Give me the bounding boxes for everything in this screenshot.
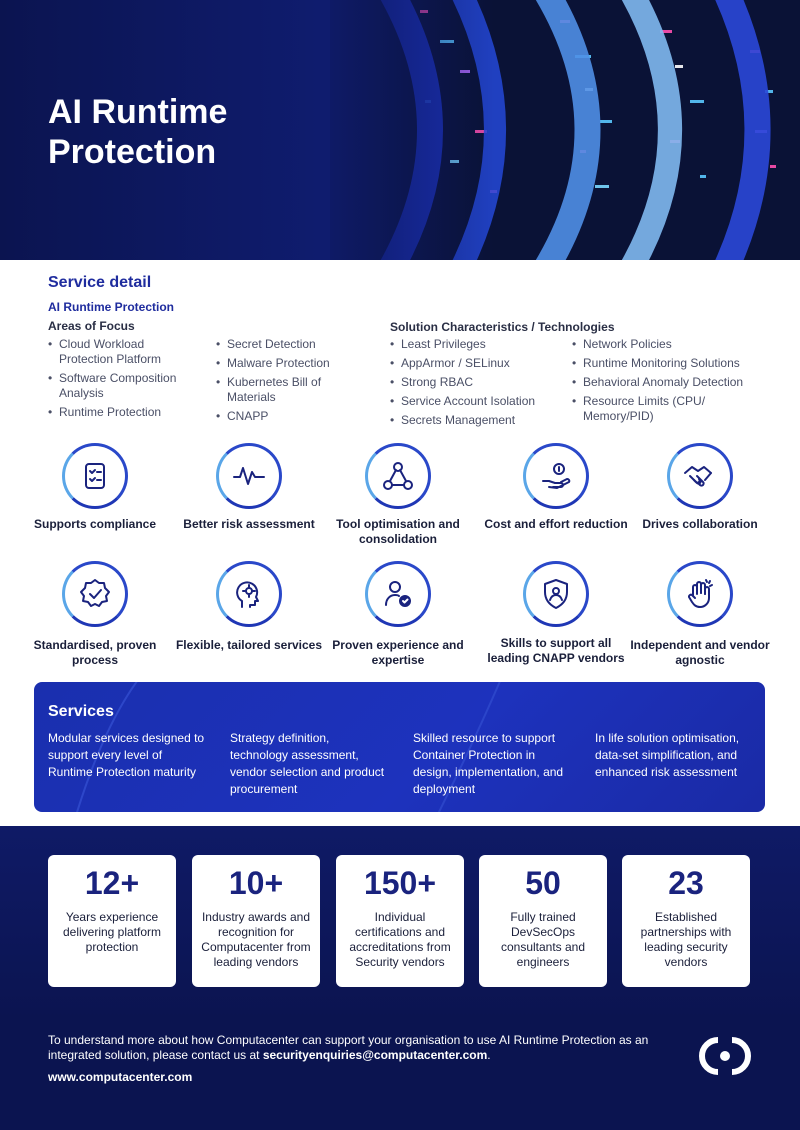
list-item: • Least Privileges xyxy=(390,337,565,352)
stat-card xyxy=(336,855,464,987)
stat-text: Years experience delivering platform protection xyxy=(62,910,162,954)
feature-standardised-process: Standardised, proven process xyxy=(20,561,170,668)
stat-text: Established partnerships with leading security vendors xyxy=(640,910,732,969)
website-link[interactable]: www.computacenter.com xyxy=(48,1070,193,1084)
stat-text: Individual certifications and accreditations from Security vendors xyxy=(349,910,451,969)
list-item: • AppArmor / SELinux xyxy=(390,356,565,371)
contact-email-link[interactable]: securityenquiries@computacenter.com xyxy=(262,1048,488,1062)
feature-drives-collaboration: Drives collaboration xyxy=(625,443,775,532)
feature-vendor-agnostic: Independent and vendor agnostic xyxy=(625,561,775,668)
solutions-list-1 xyxy=(390,337,565,432)
stat-card xyxy=(622,855,750,987)
stat-card xyxy=(192,855,320,987)
service-item: Strategy definition, technology assessment, vendor selection and product procurement xyxy=(230,731,385,796)
feature-tool-optimisation: Tool optimisation and consolidation xyxy=(323,443,473,547)
money-hand-icon xyxy=(539,459,573,493)
shield-user-icon xyxy=(539,577,573,611)
feature-cost-reduction: Cost and effort reduction xyxy=(481,443,631,532)
list-item: • Secret Detection xyxy=(216,337,366,352)
service-detail-title: Service detail xyxy=(48,274,152,291)
badge-check-icon xyxy=(78,577,112,611)
head-gear-icon xyxy=(232,577,266,611)
checklist-icon xyxy=(78,459,112,493)
service-item: Skilled resource to support Container Protection in design, implementation, and deployment xyxy=(413,731,564,796)
list-item: • Network Policies xyxy=(572,337,762,352)
list-item: • Software Composition Analysis xyxy=(48,371,198,401)
hero-datacenter-image xyxy=(330,0,800,260)
list-item: • Strong RBAC xyxy=(390,375,565,390)
list-item: • Malware Protection xyxy=(216,356,366,371)
hero-banner xyxy=(0,0,800,260)
services-band xyxy=(34,682,765,812)
service-item: In life solution optimisation, data-set simplification, and enhanced risk assessment xyxy=(595,731,740,779)
list-item: • Runtime Protection xyxy=(48,405,198,420)
page-title: AI Runtime Protection xyxy=(48,93,228,171)
list-item: • Kubernetes Bill of Materials xyxy=(216,375,366,405)
service-item: Modular services designed to support every level of Runtime Protection maturity xyxy=(48,731,205,779)
service-detail-subtitle: AI Runtime Protection xyxy=(48,300,175,314)
list-item: • Runtime Monitoring Solutions xyxy=(572,356,762,371)
areas-of-focus-list-1 xyxy=(48,337,198,424)
list-item: • Service Account Isolation xyxy=(390,394,565,409)
stats-section xyxy=(0,826,800,1020)
stat-value: 10+ xyxy=(228,865,284,901)
feature-cnapp-skills: Skills to support all leading CNAPP vendors xyxy=(481,561,631,666)
pulse-icon xyxy=(231,459,267,493)
list-item: • Behavioral Anomaly Detection xyxy=(572,375,762,390)
hand-wave-icon xyxy=(683,577,717,611)
solution-characteristics-heading: Solution Characteristics / Technologies xyxy=(390,320,615,334)
network-nodes-icon xyxy=(381,459,415,493)
areas-of-focus-heading: Areas of Focus xyxy=(48,319,135,333)
list-item: • Resource Limits (CPU/ Memory/PID) xyxy=(572,394,762,424)
areas-of-focus-list-2 xyxy=(216,337,366,428)
stat-card xyxy=(48,855,176,987)
computacenter-logo-icon xyxy=(696,1034,754,1078)
feature-proven-experience: Proven experience and expertise xyxy=(323,561,473,668)
footer xyxy=(0,1020,800,1130)
list-item: • Secrets Management xyxy=(390,413,565,428)
stat-card xyxy=(479,855,607,987)
stat-text: Industry awards and recognition for Computacenter from leading vendors xyxy=(201,910,311,969)
footer-contact-text: To understand more about how Computacenter can support your organisation to use AI Runtime Protection as an integrated solution, please contact us at securityenquiries@computacenter.com. xyxy=(48,1033,649,1062)
services-title: Services xyxy=(48,703,114,720)
solutions-list-2 xyxy=(572,337,762,428)
stat-value: 12+ xyxy=(84,865,140,901)
feature-supports-compliance: Supports compliance xyxy=(20,443,170,532)
feature-flexible-services: Flexible, tailored services xyxy=(174,561,324,653)
stat-value: 50 xyxy=(525,865,561,901)
list-item: • CNAPP xyxy=(216,409,366,424)
list-item: • Cloud Workload Protection Platform xyxy=(48,337,198,367)
feature-better-risk-assessment: Better risk assessment xyxy=(174,443,324,532)
user-check-icon xyxy=(381,577,415,611)
stat-text: Fully trained DevSecOps consultants and engineers xyxy=(500,910,586,969)
stat-value: 150+ xyxy=(363,865,437,901)
stat-value: 23 xyxy=(668,865,704,901)
handshake-icon xyxy=(682,459,718,493)
